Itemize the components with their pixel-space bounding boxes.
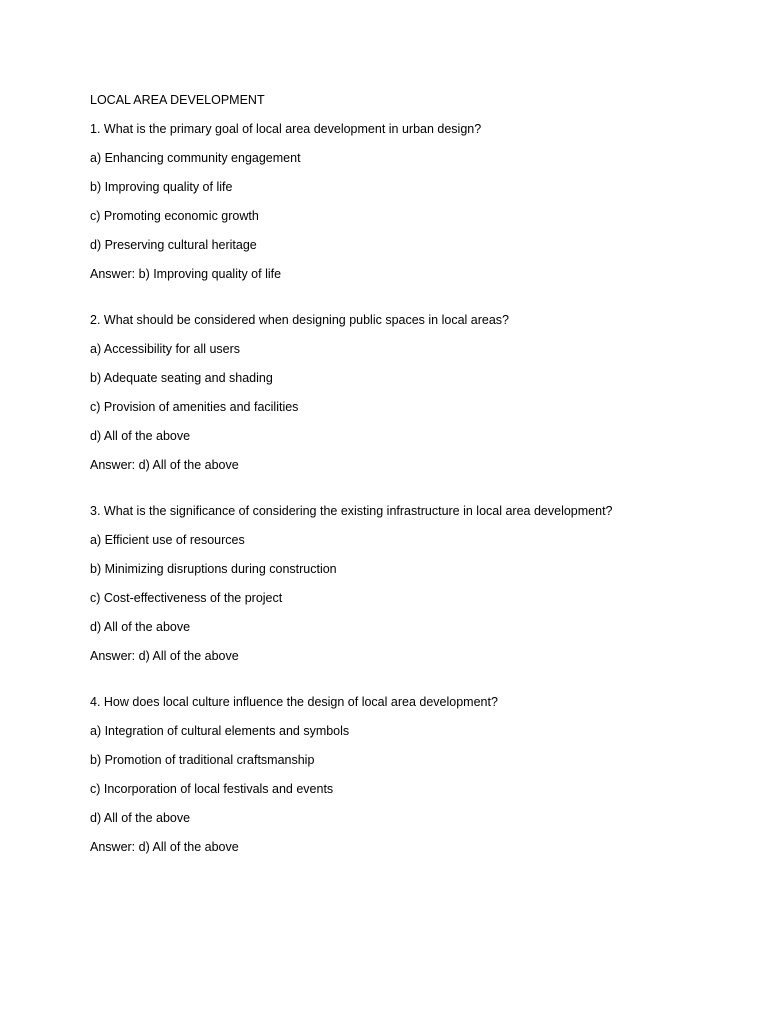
answer-text: Answer: d) All of the above <box>90 649 239 663</box>
option-b: b) Improving quality of life <box>90 180 233 194</box>
option-b: b) Adequate seating and shading <box>90 371 273 385</box>
option-a: a) Integration of cultural elements and symbols <box>90 724 350 738</box>
question-text: 2. What should be considered when designing public spaces in local areas? <box>90 313 510 327</box>
option-a: a) Accessibility for all users <box>90 342 241 356</box>
answer-text: Answer: b) Improving quality of life <box>90 267 282 281</box>
option-c: c) Provision of amenities and facilities <box>90 400 299 414</box>
answer-text: Answer: d) All of the above <box>90 840 239 854</box>
option-a: a) Efficient use of resources <box>90 533 245 547</box>
option-d: d) All of the above <box>90 620 191 634</box>
option-b: b) Promotion of traditional craftsmanship <box>90 753 315 767</box>
option-c: c) Incorporation of local festivals and events <box>90 782 334 796</box>
option-d: d) Preserving cultural heritage <box>90 238 257 252</box>
question-block-2 <box>90 312 730 474</box>
option-d: d) All of the above <box>90 429 191 443</box>
document-title: LOCAL AREA DEVELOPMENT <box>90 93 265 107</box>
question-text: 3. What is the significance of considering the existing infrastructure in local area development? <box>90 504 613 518</box>
option-d: d) All of the above <box>90 811 191 825</box>
option-c: c) Promoting economic growth <box>90 209 259 223</box>
question-block-1 <box>90 121 730 283</box>
question-block-3 <box>90 503 730 665</box>
question-block-4 <box>90 694 730 856</box>
question-text: 1. What is the primary goal of local area development in urban design? <box>90 122 482 136</box>
answer-text: Answer: d) All of the above <box>90 458 239 472</box>
document-content <box>90 92 730 885</box>
option-b: b) Minimizing disruptions during construction <box>90 562 337 576</box>
question-text: 4. How does local culture influence the design of local area development? <box>90 695 498 709</box>
option-a: a) Enhancing community engagement <box>90 151 301 165</box>
option-c: c) Cost-effectiveness of the project <box>90 591 283 605</box>
